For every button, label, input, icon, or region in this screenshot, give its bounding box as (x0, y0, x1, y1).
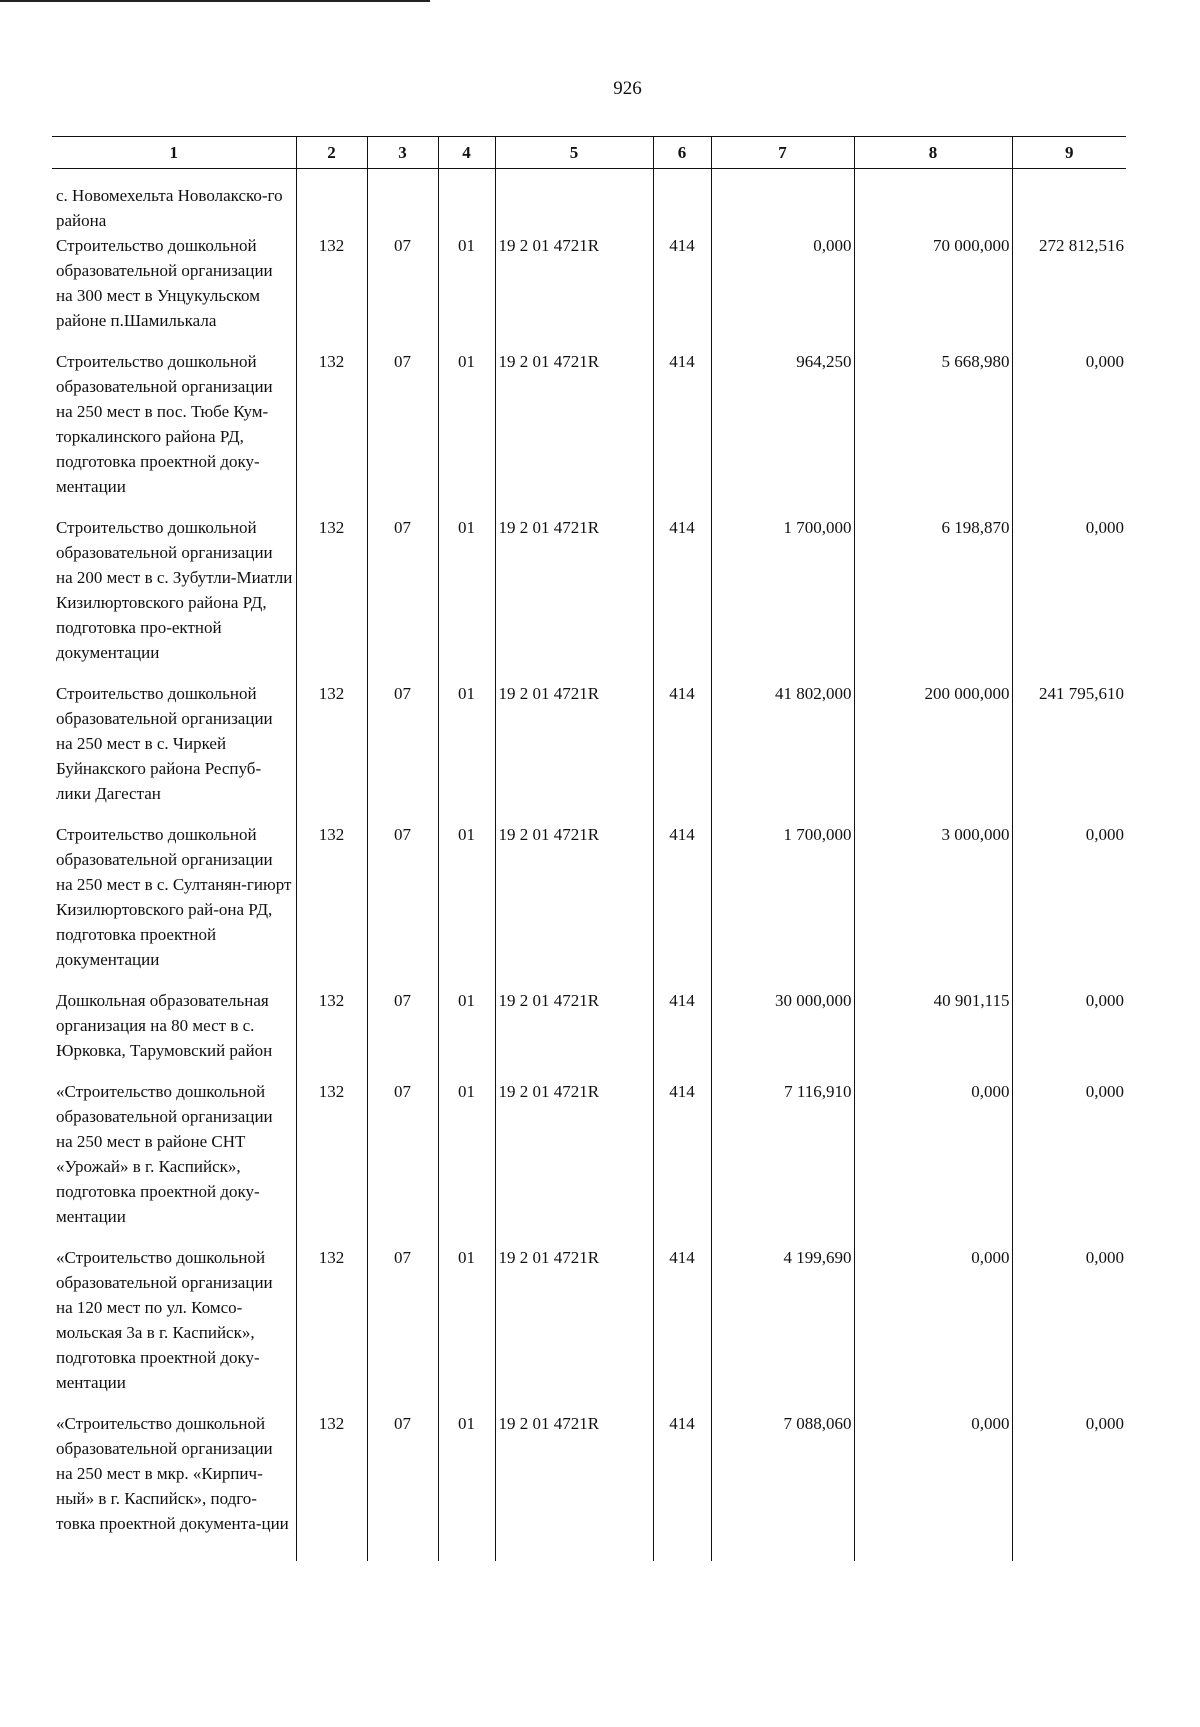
cell-col-7: 41 802,000 (711, 681, 854, 822)
column-header-4: 4 (438, 137, 495, 169)
cell-col-3: 07 (367, 681, 438, 822)
column-header-2: 2 (296, 137, 367, 169)
column-header-1: 1 (52, 137, 296, 169)
cell-col-9: 241 795,610 (1012, 681, 1126, 822)
item-name: Строительство дошкольной образовательной организации на 250 мест в с. Султанян-гиюрт Кизилюртовского рай-она РД, подготовка проектной документации (56, 825, 292, 969)
cell-col-7: 7 116,910 (711, 1079, 854, 1245)
cell-col-5: 19 2 01 4721R (495, 233, 653, 349)
cell-col-8: 40 901,115 (854, 988, 1012, 1079)
column-header-8: 8 (854, 137, 1012, 169)
table-header-row (52, 137, 1126, 169)
cell-col-7: 7 088,060 (711, 1411, 854, 1561)
cell-col-5: 19 2 01 4721R (495, 988, 653, 1079)
table-row (52, 349, 1126, 515)
cell-col-5: 19 2 01 4721R (495, 681, 653, 822)
cell-col-9: 0,000 (1012, 515, 1126, 681)
cell-col-4: 01 (438, 1411, 495, 1561)
cell-col-4: 01 (438, 1079, 495, 1245)
column-header-3: 3 (367, 137, 438, 169)
cell-col-9: 272 812,516 (1012, 233, 1126, 349)
cell-col-8: 200 000,000 (854, 681, 1012, 822)
item-name: «Строительство дошкольной образовательной организации на 250 мест в районе СНТ «Урожай» в г. Каспийск», подготовка проектной доку-ментации (56, 1082, 273, 1226)
cell-col-2: 132 (296, 233, 367, 349)
cell-col-3: 07 (367, 1079, 438, 1245)
cell-col-9: 0,000 (1012, 349, 1126, 515)
cell-col-2: 132 (296, 349, 367, 515)
cell-col-5: 19 2 01 4721R (495, 1079, 653, 1245)
cell-col-7: 4 199,690 (711, 1245, 854, 1411)
table-row (52, 822, 1126, 988)
table-row (52, 988, 1126, 1079)
cell-col-5: 19 2 01 4721R (495, 349, 653, 515)
table-body (52, 169, 1126, 1562)
cell-col-3: 07 (367, 233, 438, 349)
item-name: Строительство дошкольной образовательной организации на 300 мест в Унцукульском районе п.Шамилькала (56, 236, 273, 330)
cell-col-8: 70 000,000 (854, 233, 1012, 349)
table-row (52, 1079, 1126, 1245)
cell-col-7: 0,000 (711, 233, 854, 349)
cell-col-2: 132 (296, 822, 367, 988)
table-row (52, 1245, 1126, 1411)
item-name: «Строительство дошкольной образовательной организации на 250 мест в мкр. «Кирпич-ный» в г. Каспийск», подго-товка проектной документа-ции (56, 1414, 289, 1533)
cell-col-2: 132 (296, 988, 367, 1079)
cell-col-5: 19 2 01 4721R (495, 1245, 653, 1411)
cell-col-6: 414 (653, 233, 711, 349)
scan-edge-line (0, 0, 430, 2)
cell-col-5: 19 2 01 4721R (495, 515, 653, 681)
cell-col-2: 132 (296, 1411, 367, 1561)
table-row (52, 681, 1126, 822)
cell-col-6: 414 (653, 1411, 711, 1561)
item-name: Дошкольная образовательная организация на 80 мест в с. Юрковка, Тарумовский район (56, 991, 273, 1060)
cell-col-4: 01 (438, 233, 495, 349)
cell-col-5: 19 2 01 4721R (495, 1411, 653, 1561)
cell-col-8: 0,000 (854, 1411, 1012, 1561)
cell-col-6: 414 (653, 515, 711, 681)
item-name: Строительство дошкольной образовательной организации на 200 мест в с. Зубутли-Миатли Кизилюртовского района РД, подготовка про-ектной документации (56, 518, 293, 662)
cell-col-4: 01 (438, 822, 495, 988)
cell-col-9: 0,000 (1012, 1245, 1126, 1411)
cell-col-8: 5 668,980 (854, 349, 1012, 515)
cell-col-6: 414 (653, 1079, 711, 1245)
column-header-7: 7 (711, 137, 854, 169)
cell-col-4: 01 (438, 681, 495, 822)
cell-col-9: 0,000 (1012, 1079, 1126, 1245)
cell-col-8: 0,000 (854, 1079, 1012, 1245)
cell-col-6: 414 (653, 349, 711, 515)
cell-col-6: 414 (653, 988, 711, 1079)
item-name: Строительство дошкольной образовательной организации на 250 мест в с. Чиркей Буйнакского района Респуб-лики Дагестан (56, 684, 273, 803)
budget-table (52, 136, 1126, 1561)
cell-col-4: 01 (438, 1245, 495, 1411)
cell-col-3: 07 (367, 349, 438, 515)
section-heading-row (52, 169, 1126, 234)
cell-col-7: 1 700,000 (711, 822, 854, 988)
item-name: Строительство дошкольной образовательной организации на 250 мест в пос. Тюбе Кум-торкалинского района РД, подготовка проектной доку-ментации (56, 352, 273, 496)
column-header-9: 9 (1012, 137, 1126, 169)
cell-col-7: 30 000,000 (711, 988, 854, 1079)
cell-col-9: 0,000 (1012, 822, 1126, 988)
cell-col-4: 01 (438, 349, 495, 515)
cell-col-6: 414 (653, 681, 711, 822)
cell-col-8: 0,000 (854, 1245, 1012, 1411)
cell-col-2: 132 (296, 681, 367, 822)
cell-col-4: 01 (438, 515, 495, 681)
cell-col-3: 07 (367, 822, 438, 988)
cell-col-6: 414 (653, 1245, 711, 1411)
cell-col-7: 964,250 (711, 349, 854, 515)
cell-col-9: 0,000 (1012, 1411, 1126, 1561)
cell-col-3: 07 (367, 1411, 438, 1561)
cell-col-8: 6 198,870 (854, 515, 1012, 681)
cell-col-5: 19 2 01 4721R (495, 822, 653, 988)
cell-col-8: 3 000,000 (854, 822, 1012, 988)
table-row (52, 233, 1126, 349)
cell-col-9: 0,000 (1012, 988, 1126, 1079)
cell-col-7: 1 700,000 (711, 515, 854, 681)
item-name: «Строительство дошкольной образовательной организации на 120 мест по ул. Комсо-мольская 3а в г. Каспийск», подготовка проектной доку-ментации (56, 1248, 273, 1392)
cell-col-4: 01 (438, 988, 495, 1079)
cell-col-2: 132 (296, 515, 367, 681)
cell-col-3: 07 (367, 1245, 438, 1411)
cell-col-2: 132 (296, 1245, 367, 1411)
cell-col-3: 07 (367, 988, 438, 1079)
table-row (52, 515, 1126, 681)
column-header-5: 5 (495, 137, 653, 169)
cell-col-6: 414 (653, 822, 711, 988)
page-number: 926 (613, 78, 642, 99)
table-row (52, 1411, 1126, 1561)
cell-col-3: 07 (367, 515, 438, 681)
section-heading: с. Новомехельта Новолакско-го района (56, 186, 283, 230)
column-header-6: 6 (653, 137, 711, 169)
cell-col-2: 132 (296, 1079, 367, 1245)
